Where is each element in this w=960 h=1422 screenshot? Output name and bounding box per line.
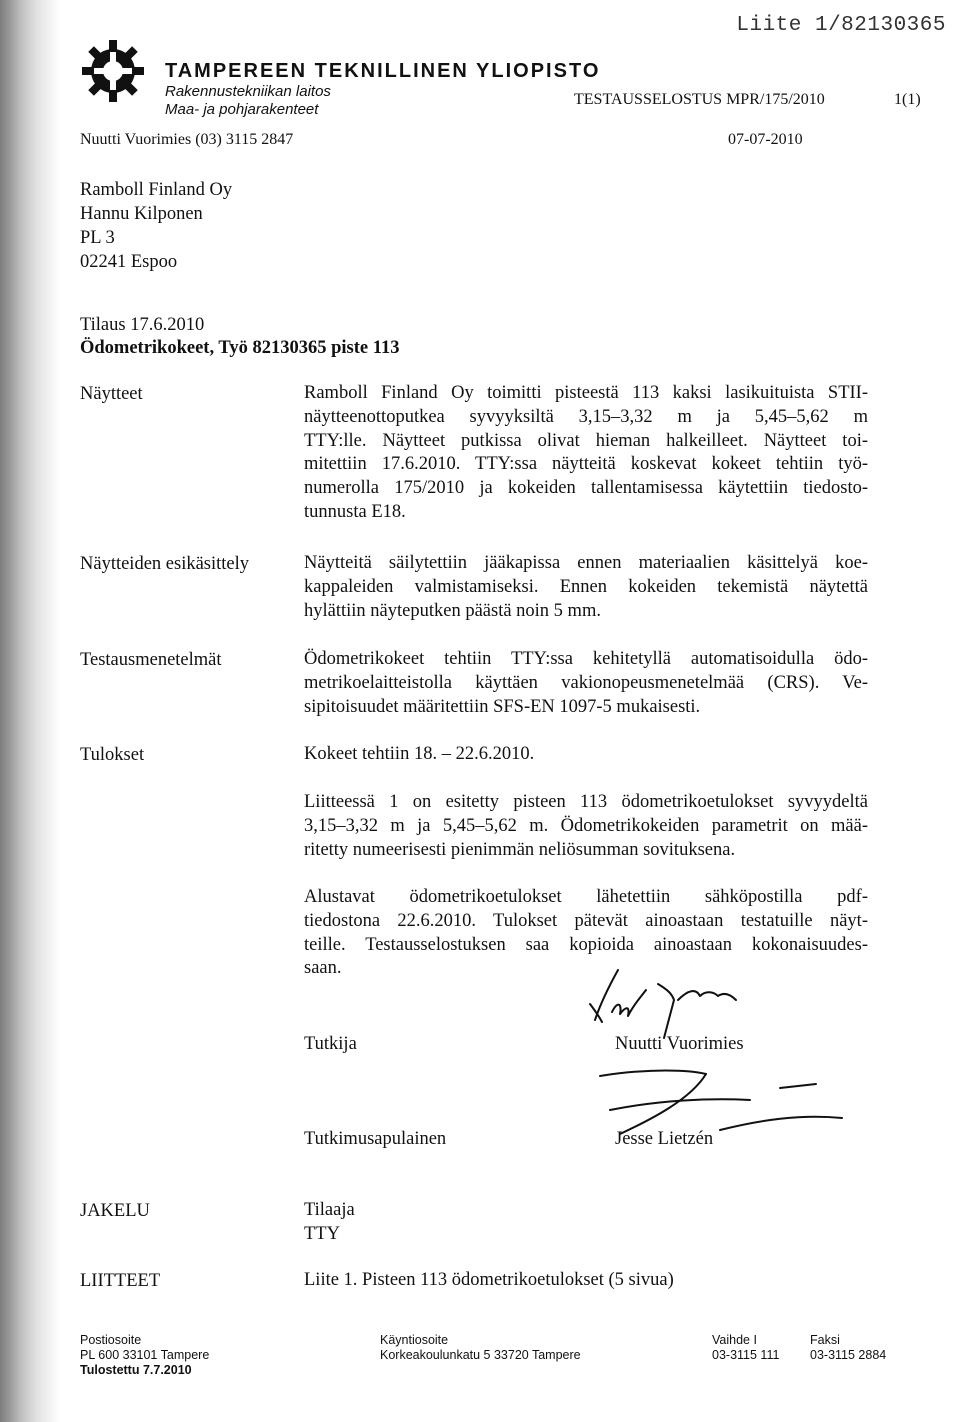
text-line: sipitoisuudet määritettiin SFS-EN 1097-5 mukaisesti. [304, 696, 701, 717]
text-line: TTY:lle. Näytteet putkissa olivat hieman halkeilleet. Näytteet toi- [304, 430, 868, 451]
recipient-line: Hannu Kilponen [80, 204, 203, 224]
recipient-line: PL 3 [80, 228, 115, 248]
order-line: Tilaus 17.6.2010 [80, 315, 205, 335]
text-line: Näytteitä säilytettiin jääkapissa ennen materiaalien käsittelyä koe- [304, 553, 868, 573]
text-line: Kokeet tehtiin 18. – 22.6.2010. [304, 744, 535, 764]
footer-line: Postiosoite [80, 1333, 142, 1347]
scan-shadow-edge [0, 0, 60, 1422]
distribution-label: JAKELU [80, 1201, 150, 1221]
department-block [165, 83, 331, 119]
text-line: metrikoelaitteistolla käyttäen vakionopeusmenetelmää (CRS). Ve- [304, 672, 868, 693]
university-logo-icon [80, 38, 146, 104]
attachment-reference: Liite 1/82130365 [736, 14, 946, 37]
signatory-role-researcher: Tutkija [304, 1034, 357, 1054]
text-line: ritetty numeerisesti pienimmän neliösumman sovituksena. [304, 839, 736, 860]
text-line: hylättiin näyteputken päästä noin 5 mm. [304, 600, 601, 621]
department-name: Rakennustekniikan laitos [165, 83, 331, 100]
signatory-name-researcher: Nuutti Vuorimies [615, 1034, 744, 1054]
section-label-methods: Testausmenetelmät [80, 650, 222, 670]
signatory-role-assistant: Tutkimusapulainen [304, 1129, 447, 1149]
text-line: Alustavat ödometrikoetulokset lähetettiin sähköpostilla pdf- [304, 887, 868, 907]
footer-switchboard [712, 1333, 779, 1363]
text-line: 3,15–3,32 m ja 5,45–5,62 m. Ödometrikokeiden parametrit on mää- [304, 815, 868, 836]
section-label-results: Tulokset [80, 745, 145, 765]
results-paragraph-1 [304, 743, 868, 767]
text-line: mitettiin 17.6.2010. TTY:ssa näytteitä koskevat kokeet tehtiin työ- [304, 454, 868, 475]
text-line: Ödometrikokeet tehtiin TTY:ssa kehitetyllä automatisoidulla ödo- [304, 649, 868, 669]
footer-postal [80, 1333, 209, 1378]
distribution-item: TTY [304, 1223, 340, 1244]
recipient-line: Ramboll Finland Oy [80, 180, 233, 200]
section-text-pretreatment [304, 552, 868, 623]
text-line: Liitteessä 1 on esitetty pisteen 113 ödometrikoetulokset syvyydeltä [304, 792, 868, 812]
university-name: TAMPEREEN TEKNILLINEN YLIOPISTO [165, 60, 601, 82]
attachments-text: Liite 1. Pisteen 113 ödometrikoetulokset (5 sivua) [304, 1270, 674, 1290]
footer-line: 03-3115 2884 [810, 1348, 887, 1362]
footer-line: Vaihde I [712, 1333, 757, 1347]
section-label-samples: Näytteet [80, 384, 143, 404]
section-text-samples [304, 382, 868, 525]
signature-vuorimies [560, 960, 790, 1040]
subdepartment-name: Maa- ja pohjarakenteet [165, 101, 319, 118]
footer-line: PL 600 33101 Tampere [80, 1348, 210, 1362]
signatory-name-assistant: Jesse Lietzén [615, 1129, 714, 1149]
recipient-line: 02241 Espoo [80, 252, 178, 272]
recipient-address [80, 178, 232, 274]
footer-line: Korkeakoulunkatu 5 33720 Tampere [380, 1348, 581, 1362]
text-line: tiedostona 22.6.2010. Tulokset pätevät ainoastaan testatuille näyt- [304, 910, 868, 931]
text-line: teille. Testausselostuksen saa kopioida ainoastaan kokonaisuudes- [304, 934, 868, 955]
distribution-item: Tilaaja [304, 1200, 355, 1220]
section-text-methods [304, 648, 868, 719]
footer-line: 03-3115 111 [712, 1348, 780, 1362]
footer-visiting [380, 1333, 581, 1363]
document-title: Ödometrikokeet, Työ 82130365 piste 113 [80, 338, 400, 358]
document-date: 07-07-2010 [728, 131, 803, 148]
report-id: TESTAUSSELOSTUS MPR/175/2010 [574, 91, 825, 108]
text-line: näytteenottoputkea syvyyksiltä 3,15–3,32 m ja 5,45–5,62 m [304, 406, 868, 427]
footer-line: Käyntiosoite [380, 1333, 449, 1347]
text-line: kappaleiden valmistamiseksi. Ennen kokeiden tekemistä näytettä [304, 576, 868, 597]
contact-line: Nuutti Vuorimies (03) 3115 2847 [80, 131, 294, 148]
attachments-label: LIITTEET [80, 1271, 161, 1291]
text-line: saan. [304, 958, 342, 979]
section-label-pretreatment: Näytteiden esikäsittely [80, 554, 250, 574]
footer-line: Faksi [810, 1333, 840, 1347]
footer-fax [810, 1333, 886, 1363]
text-line: numerolla 175/2010 ja kokeiden tallentamisessa käytettiin tiedosto- [304, 478, 868, 499]
results-paragraph-2 [304, 791, 868, 862]
distribution-list [304, 1199, 868, 1247]
text-line: Ramboll Finland Oy toimitti pisteestä 113 kaksi lasikuituista STII- [304, 383, 868, 403]
page-number: 1(1) [894, 91, 921, 108]
text-line: tunnusta E18. [304, 501, 406, 522]
footer-line: Tulostettu 7.7.2010 [80, 1363, 192, 1377]
